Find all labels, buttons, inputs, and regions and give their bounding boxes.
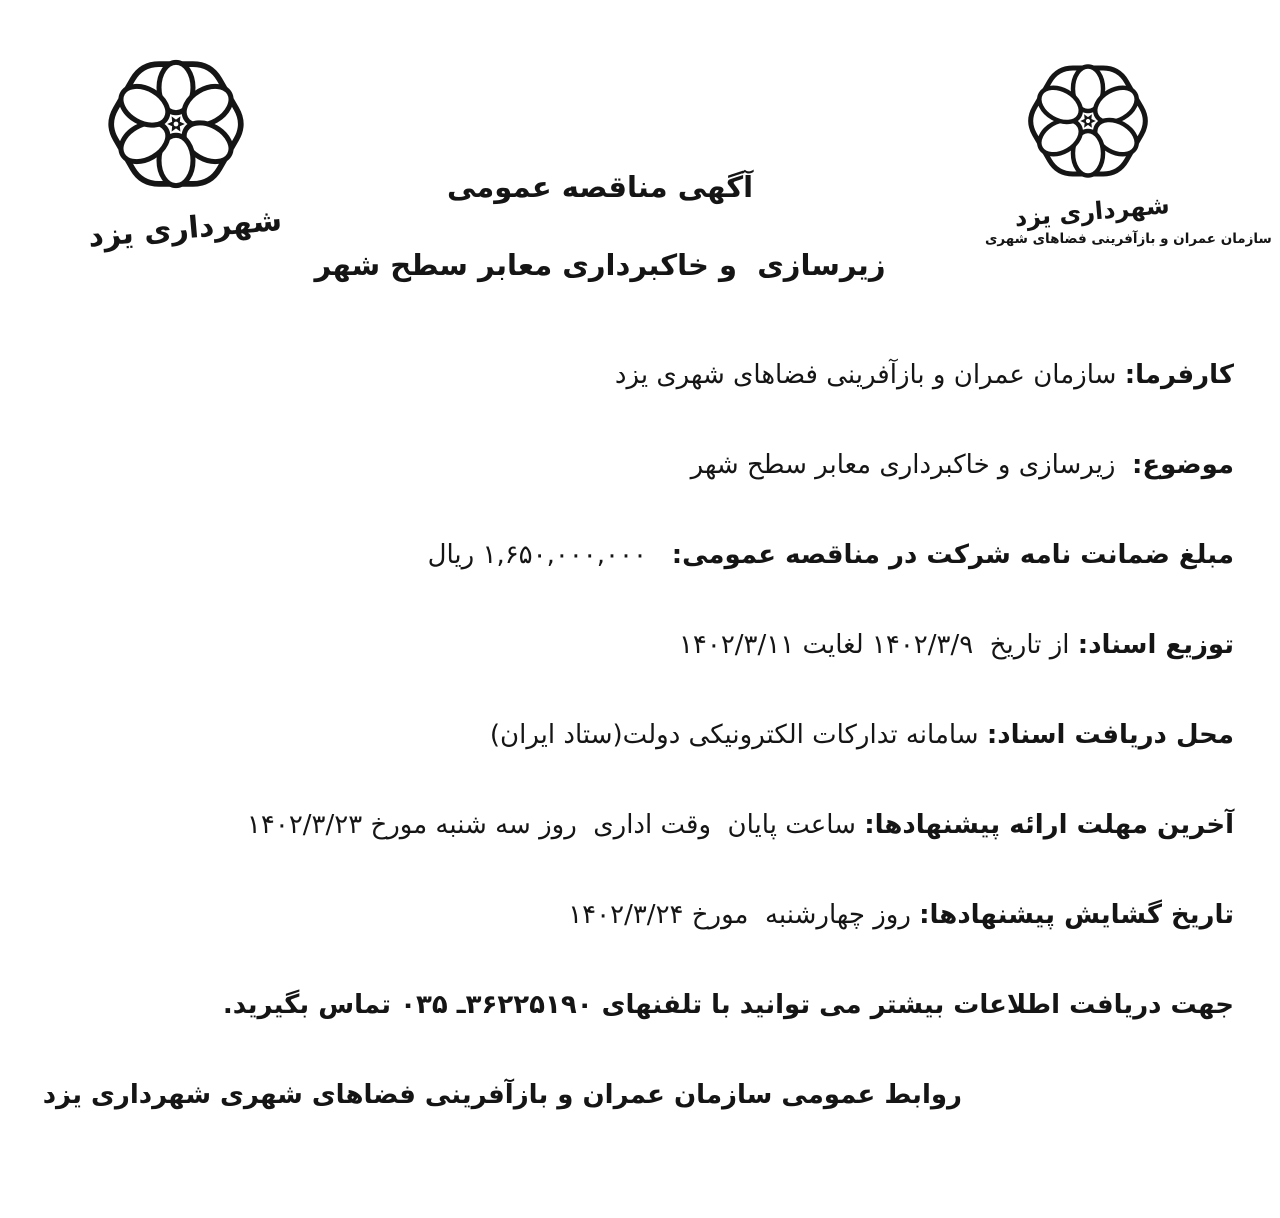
field-label-guarantee-amount: مبلغ ضمانت نامه شرکت در مناقصه عمومی: (671, 540, 1234, 570)
field-row-guarantee-amount (40, 534, 1234, 624)
field-label-submission-deadline: آخرین مهلت ارائه پیشنهادها: (864, 810, 1234, 840)
field-row-employer (40, 354, 1234, 444)
field-value-employer: سازمان عمران و بازآفرینی فضاهای شهری یزد (614, 360, 1125, 390)
field-value-submission-deadline: ساعت پایان وقت اداری روز سه شنبه مورخ ۱۴۰۲/۳/۲۳ (246, 810, 865, 840)
field-label-subject: موضوع: (1132, 450, 1234, 480)
field-value-document-pickup-location: سامانه تدارکات الکترونیکی دولت(ستاد ایران) (489, 720, 987, 750)
document-header (310, 170, 890, 282)
yazd-municipality-logo-right (985, 52, 1272, 247)
field-value-opening-date: روز چهارشنبه مورخ ۱۴۰۲/۳/۲۴ (568, 900, 920, 930)
field-label-opening-date: تاریخ گشایش پیشنهادها: (919, 900, 1234, 930)
municipality-calligraphy: شهرداری یزد (86, 202, 284, 255)
field-label-document-distribution: توزیع اسناد: (1077, 630, 1234, 660)
yazd-municipality-logo-left (86, 46, 284, 255)
field-value-subject: زیرسازی و خاکبرداری معابر سطح شهر (690, 450, 1133, 480)
field-row-opening-date (40, 894, 1234, 984)
field-row-submission-deadline (40, 804, 1234, 894)
page-title: آگهی مناقصه عمومی (446, 170, 754, 204)
document-body (40, 354, 1234, 1164)
municipality-flower-icon (1019, 52, 1157, 190)
field-row-document-distribution (40, 624, 1234, 714)
municipality-calligraphy: شهرداری یزد (1013, 190, 1171, 233)
signature-line: روابط عمومی سازمان عمران و بازآفرینی فضاهای شهری شهرداری یزد (42, 1080, 962, 1110)
organization-caption: سازمان عمران و بازآفرینی فضاهای شهری (985, 231, 1272, 247)
contact-phone-line: جهت دریافت اطلاعات بیشتر می توانید با تلفنهای ۳۶۲۲۵۱۹۰ـ ۰۳۵ تماس بگیرید. (222, 990, 1234, 1020)
field-row-document-pickup-location (40, 714, 1234, 804)
field-label-employer: کارفرما: (1124, 360, 1234, 390)
field-row-subject (40, 444, 1234, 534)
field-value-document-distribution: از تاریخ ۱۴۰۲/۳/۹ لغایت ۱۴۰۲/۳/۱۱ (678, 630, 1078, 660)
municipality-flower-icon (98, 46, 254, 202)
field-value-guarantee-amount: ۱,۶۵۰,۰۰۰,۰۰۰ ریال (427, 540, 672, 570)
field-label-document-pickup-location: محل دریافت اسناد: (986, 720, 1234, 750)
page-subtitle: زیرسازی و خاکبرداری معابر سطح شهر (314, 248, 886, 282)
